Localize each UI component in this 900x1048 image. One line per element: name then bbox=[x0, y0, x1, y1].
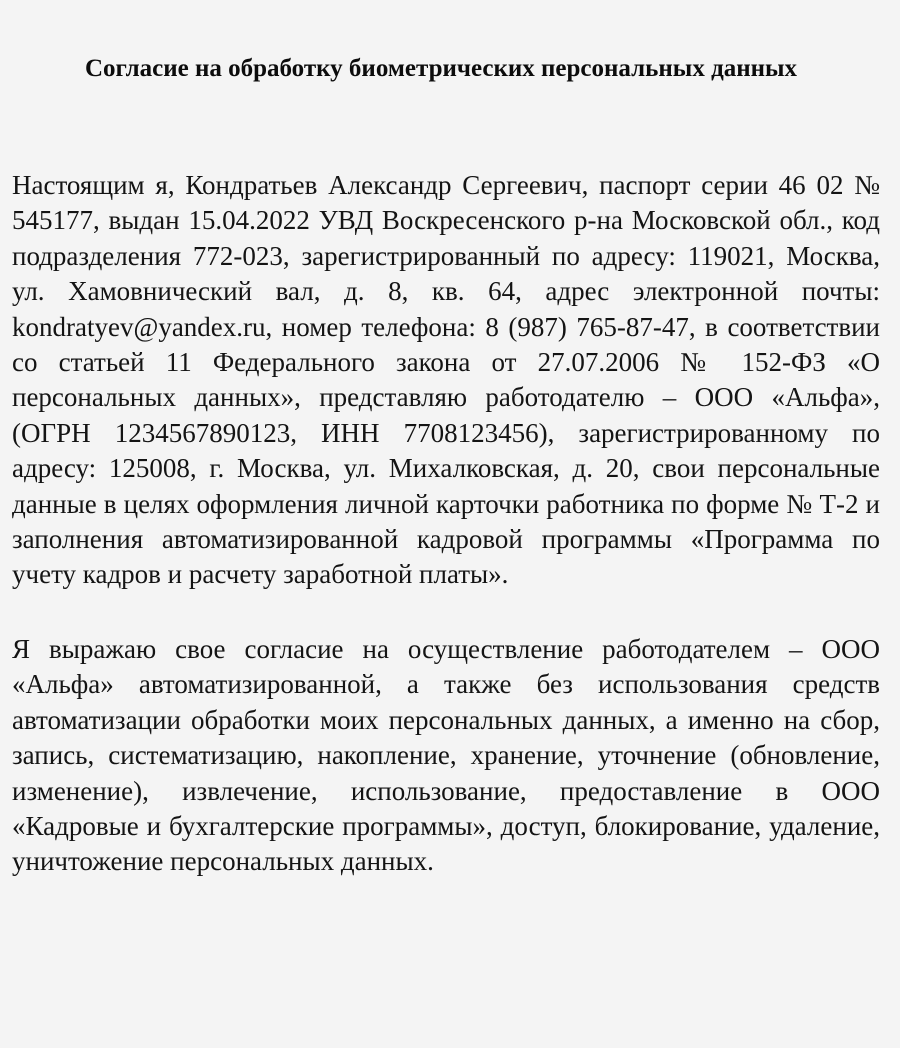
consent-paragraph-personal-details: Настоящим я, Кондратьев Александр Сергеевич, паспорт серии 46 02 № 545177, выдан 15.04.2022 УВД Воскресенского р-на Московской обл., код подразделения 772-023, зарегистрированный по адресу: 119021, Москва, ул. Хамовнический вал, д. 8, кв. 64, адрес электронной почты: kondratyev@yandex.ru, номер телефона: 8 (987) 765-87-47, в соответствии со статьей 11 Федерального закона от 27.07.2006 № 152-ФЗ «О персональных данных», представляю работодателю – ООО «Альфа», (ОГРН 1234567890123, ИНН 7708123456), зарегистрированному по адресу: 125008, г. Москва, ул. Михалковская, д. 20, свои персональные данные в целях оформления личной карточки работника по форме № Т-2 и заполнения автоматизированной кадровой программы «Программа по учету кадров и расчету заработной платы». bbox=[12, 170, 880, 590]
consent-paragraph-processing-scope: Я выражаю свое согласие на осуществление работодателем – ООО «Альфа» автоматизированной, а также без использования средств автоматизации обработки моих персональных данных, а именно на сбор, запись, систематизацию, накопление, хранение, уточнение (обновление, изменение), извлечение, использование, предоставление в ООО «Кадровые и бухгалтерские программы», доступ, блокирование, удаление, уничтожение персональных данных. bbox=[12, 633, 880, 877]
document-title: Согласие на обработку биометрических персональных данных bbox=[84, 55, 798, 82]
document-page bbox=[0, 52, 900, 1048]
